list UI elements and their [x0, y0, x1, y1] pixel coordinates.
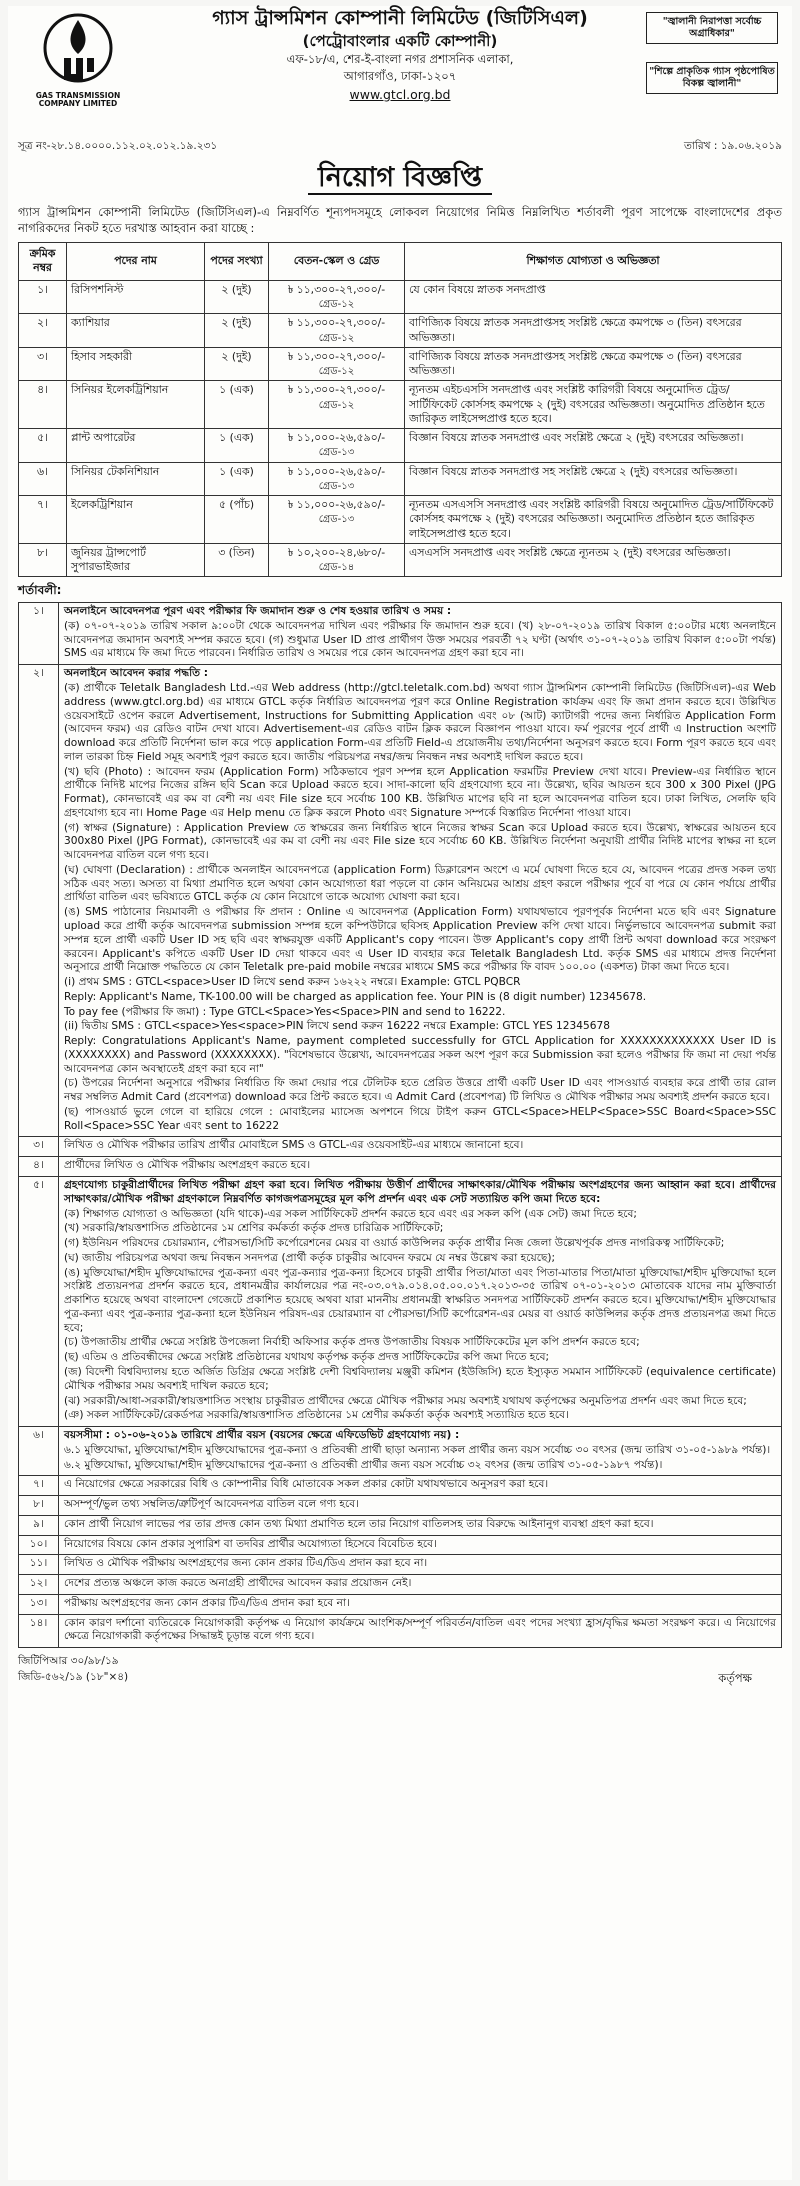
- serial-number: ৬।: [37, 464, 48, 478]
- condition-number: ৩।: [33, 1139, 44, 1152]
- table-row: [19, 381, 782, 429]
- pay-scale: ৳ ১১,০০০-২৬,৫৯০/-: [287, 431, 386, 445]
- column-header: পদের নাম: [67, 242, 205, 280]
- pay-scale: ৳ ১১,০০০-২৬,৫৯০/-: [287, 498, 386, 512]
- condition-number: ৫।: [33, 1179, 44, 1192]
- condition-row: [19, 1177, 782, 1427]
- pay-grade: গ্রেড-১৩: [318, 447, 355, 459]
- pay-scale: ৳ ১১,৩০০-২৭,৩০০/-: [287, 316, 386, 330]
- organization-name: গ্যাস ট্রান্সমিশন কোম্পানী লিমিটেড (জিটিসিএল): [212, 7, 588, 29]
- website-link[interactable]: www.gtcl.org.bd: [349, 86, 451, 102]
- memo-line: [18, 140, 782, 154]
- table-row: [19, 314, 782, 348]
- condition-text: (ক) ০৭-০৭-২০১৯ তারিখ সকাল ৯:০০টা থেকে আবেদনপত্র দাখিল এবং পরীক্ষার ফি জমাদান শুরু হবে। (খ) ২৮-০৭-২০১৯ তারিখ বিকাল ৫:০০টার মধ্যে অনলাইনে আবেদনপত্র জমাদান অবশ্যই সম্পন্ন করতে হবে। (গ) শুধুমাত্র User ID প্রাপ্ত প্রার্থীগণ উক্ত সময়ের পরবর্তী ৭২ ঘণ্টা (অর্থাৎ ৩১-০৭-২০১৯ তারিখ বিকাল ৫:০০টা পর্যন্ত) SMS এর মাধ্যমে ফি জমা দিতে পারবেন। নির্ধারিত তারিখ ও সময়ের পরে কোন আবেদনপত্র গ্রহণ করা হবে না।: [64, 619, 776, 660]
- post-count: ১ (এক): [219, 431, 254, 445]
- qualification: এসএসসি সনদপ্রাপ্ত এবং সংশ্লিষ্ট ক্ষেত্রে ন্যূনতম ২ (দুই) বৎসরের অভিজ্ঞতা।: [409, 545, 731, 559]
- condition-text: (চ) উপজাতীয় প্রার্থীর ক্ষেত্রে সংশ্লিষ্ট উপজেলা নির্বাহী অফিসার কর্তৃক প্রদত্ত উপজাতীয় বিষয়ক সার্টিফিকেটের মূল কপি প্রদর্শন করতে হবে;: [64, 1336, 640, 1349]
- condition-text: লিখিত ও মৌখিক পরীক্ষার তারিখ প্রার্থীর মোবাইলে SMS ও GTCL-এর ওয়েবসাইট-এর মাধ্যমে জানানো হবে।: [64, 1139, 524, 1152]
- condition-number: ১।: [33, 605, 44, 618]
- posts-table: [18, 242, 782, 578]
- logo-caption: GAS TRANSMISSION COMPANY LIMITED: [35, 91, 121, 109]
- condition-text: ৬.২ মুক্তিযোদ্ধা, মুক্তিযোদ্ধা/শহীদ মুক্তিযোদ্ধাদের পুত্র-কন্যা ও প্রতিবন্ধী প্রার্থীর জন্য বয়স সর্বোচ্চ ৩২ বৎসর (জন্ম তারিখ ৩১-০৫-১৯৮৭ পর্যন্ত)।: [64, 1458, 663, 1471]
- condition-text: পরীক্ষায় অংশগ্রহণের জন্য কোন প্রকার টিএ/ডিএ প্রদান করা হবে না।: [64, 1596, 350, 1609]
- qualification: বিজ্ঞান বিষয়ে স্নাতক সনদপ্রাপ্ত এবং সংশ্লিষ্ট ক্ষেত্রে ২ (দুই) বৎসরের অভিজ্ঞতা।: [409, 431, 744, 445]
- table-row: [19, 462, 782, 496]
- pay-scale: ৳ ১১,৩০০-২৭,৩০০/-: [287, 282, 386, 296]
- condition-text: (ছ) পাসওয়ার্ড ভুলে গেলে বা হারিয়ে গেলে : মোবাইলের ম্যাসেজ অপশনে গিয়ে টাইপ করুন GTCL<Space>HELP<Space>SSC Board<Space>SSC Roll<Space>SSC Year এবং sent to 16222: [64, 1105, 776, 1132]
- table-row: [19, 347, 782, 381]
- condition-text: প্রার্থীদের লিখিত ও মৌখিক পরীক্ষায় অংশগ্রহণ করতে হবে।: [64, 1159, 311, 1172]
- pay-scale: ৳ ১১,৩০০-২৭,৩০০/-: [287, 383, 386, 397]
- table-row: [19, 429, 782, 463]
- pay-grade: গ্রেড-১৪: [318, 562, 355, 574]
- condition-text: (গ) স্বাক্ষর (Signature) : Application Preview তে স্বাক্ষরের জন্য নির্ধারিত স্থানে নিজের স্বাক্ষর Scan করে Upload করতে হবে। উল্লেখ্য, স্বাক্ষরের আয়তন হবে 300x80 Pixel (JPG Format), কোনভাবেই এর কম বা বেশী নয় এবং File size হবে সর্বোচ্চ 60 KB. উল্লিখিত নির্দেশনা অনুযায়ী প্রার্থীর নিদিষ্ট মাপের স্বাক্ষর না হলে আবেদনপত্র বাতিল বলে গণ্য হবে।: [64, 821, 776, 862]
- condition-text: (ক) প্রার্থীকে Teletalk Bangladesh Ltd.-এর Web address (http://gtcl.teletalk.com.bd) অথবা গ্যাস ট্রান্সমিশন কোম্পানী লিমিটেড (জিটিসিএল)-এর Web address (www.gtcl.org.bd) এর মাধ্যমে GTCL কর্তৃক নির্ধারিত আবেদনপত্র পূরণ করে Online Registration কার্যক্রম এবং ফি জমা প্রদান করতে হবে। উল্লিখিত ওয়েবসাইটে ওপেন করলে Advertisement, Instructions for Submitting Application এবং ০৮ (আট) ক্যাটাগরী পদের জন্য নির্ধারিত Application Form (আবেদন ফরম) এর রেডিও বাটন দেখা যাবে। Advertisement-এর রেডিও বাটন ক্লিক করলে বিজ্ঞাপন পাওয়া যাবে। ফর্ম পূরণের পূর্বে প্রার্থী এ Instruction অংশটি download করে প্রতিটি নির্দেশনা ভাল করে পড়ে application Form-এর প্রতিটি Field-এ প্রয়োজনীয় তথ্য/নির্দেশনা অনুসরণ করতে হবে। Form পূরণ করতে হবে এবং লাল তারকা চিহ্ন Field সমূহ অবশ্যই পূরণ করতে হবে। জাতীয় পরিচয়পত্র নম্বর/জন্ম নিবন্ধন নম্বর অবশ্যই দাখিল করতে হবে।: [64, 681, 776, 763]
- condition-text: কোন প্রার্থী নিয়োগ লাভের পর তার প্রদত্ত কোন তথ্য মিথ্যা প্রমাণিত হলে তার নিয়োগ বাতিলসহ তার বিরুদ্ধে আইনানুগ ব্যবস্থা গ্রহণ করা হবে।: [64, 1517, 654, 1530]
- address-line-1: এফ-১৮/এ, শের-ই-বাংলা নগর প্রশাসনিক এলাকা,: [286, 52, 514, 67]
- condition-row: [19, 665, 782, 1137]
- condition-text: (ক) শিক্ষাগত যোগ্যতা ও অভিজ্ঞতা (যদি থাকে)-এর সকল সার্টিফিকেট প্রদর্শন করতে হবে এবং এর সকল কপি (এক সেট) জমা দিতে হবে;: [64, 1207, 637, 1220]
- pay-scale: ৳ ১০,২০০-২৪,৬৮০/-: [287, 545, 386, 559]
- condition-number: ১৩।: [29, 1596, 48, 1609]
- column-header: বেতন-স্কেল ও গ্রেড: [269, 242, 405, 280]
- post-name: রিসিপশনিস্ট: [71, 282, 124, 296]
- condition-row: [19, 1157, 782, 1177]
- condition-text: (গ) ইউনিয়ন পরিষদের চেয়ারম্যান, পৌরসভা/সিটি কর্পোরেশনের মেয়র বা ওয়ার্ড কাউন্সিলর কর্তৃক প্রার্থীর নিজ জেলা উল্লেখপূর্বক প্রদত্ত নাগরিকত্ব সার্টিফিকেট;: [64, 1237, 725, 1250]
- condition-text: গ্রহণযোগ্য চাকুরীপ্রার্থীদের লিখিত পরীক্ষা গ্রহণ করা হবে। লিখিত পরীক্ষায় উত্তীর্ণ প্রার্থীদের সাক্ষাৎকার/মৌখিক পরীক্ষায় অংশগ্রহণের জন্য আহ্বান করা হবে। প্রার্থীদের সাক্ষাৎকার/মৌখিক পরীক্ষা গ্রহণকালে নিম্নবর্ণিত কাগজপত্রসমূহের মূল কপি প্রদর্শন এবং এক সেট সত্যায়িত কপি জমা দিতে হবে:: [64, 1179, 776, 1205]
- slogan-box-2: "শিল্পে প্রাকৃতিক গ্যাস পৃষ্ঠপোষিত বিকল্প জ্বালানী": [646, 62, 778, 94]
- condition-text: দেশের প্রত্যন্ত অঞ্চলে কাজ করতে অনাগ্রহী প্রার্থীদের আবেদন করার প্রয়োজন নেই।: [64, 1577, 412, 1590]
- organization-block: [168, 6, 632, 103]
- serial-number: ৭।: [37, 498, 48, 512]
- condition-text: (জ) বিদেশী বিশ্ববিদ্যালয় হতে অর্জিত ডিগ্রির ক্ষেত্রে সংশ্লিষ্ট দেশী বিশ্ববিদ্যালয় মঞ্জুরী কমিশন (ইউজিসি) হতে ইস্যুকৃত সমমান সার্টিফিকেট (equivalence certificate) মৌখিক পরীক্ষার সময় অবশ্যই দাখিল করতে হবে;: [64, 1365, 776, 1392]
- table-row: [19, 543, 782, 577]
- post-count: ২ (দুই): [221, 349, 252, 363]
- flame-logo-icon: [43, 10, 113, 90]
- condition-text: (ছ) এতিম ও প্রতিবন্ধীদের ক্ষেত্রে সংশ্লিষ্ট প্রতিষ্ঠানের যথাযথ কর্তৃপক্ষ কর্তৃক প্রদত্ত সার্টিফিকেটের কপি জমা দিতে হবে;: [64, 1351, 550, 1364]
- footer-code-2: জিডি-৫৬২/১৯ (১৮"×৪): [18, 1670, 129, 1683]
- post-name: জুনিয়র ট্রান্সপোর্ট সুপারভাইজার: [71, 545, 146, 574]
- condition-text: কোন কারণ দর্শানো ব্যতিরেকে নিয়োগকারী কর্তৃপক্ষ এ নিয়োগ কার্যক্রমে আংশিক/সম্পূর্ণ পরিবর্তন/বাতিল এবং পদের সংখ্যা হ্রাস/বৃদ্ধির ক্ষমতা সংরক্ষণ করে। এ নিয়োগের ক্ষেত্রে নিয়োগকারী কর্তৃপক্ষের সিদ্ধান্তই চূড়ান্ত বলে গণ্য হবে।: [64, 1616, 776, 1643]
- pay-grade: গ্রেড-১২: [318, 366, 355, 378]
- intro-paragraph: গ্যাস ট্রান্সমিশন কোম্পানী লিমিটেড (জিটিসিএল)-এ নিম্নবর্ণিত শূন্যপদসমূহে লোকবল নিয়োগের নিমিত্ত নিম্নলিখিত শর্তাবলী পূরণ সাপেক্ষে বাংলাদেশের প্রকৃত নাগরিকদের নিকট হতে দরখাস্ত আহবান করা যাচ্ছে :: [18, 205, 782, 235]
- condition-row: [19, 1535, 782, 1555]
- condition-row: [19, 603, 782, 665]
- condition-row: [19, 1427, 782, 1476]
- post-count: ২ (দুই): [221, 316, 252, 330]
- condition-text: (ঙ) SMS পাঠানোর নিয়মাবলী ও পরীক্ষার ফি প্রদান : Online এ আবেদনপত্র (Application Form) যথাযথভাবে পূরণপূর্বক নির্দেশনা মতে ছবি এবং Signature upload করে প্রার্থী কর্তৃক আবেদনপত্র submission সম্পন্ন হলে কম্পিউটারে ছবিসহ Application Preview কপি দেখা যাবে। নির্ভুলভাবে আবেদনপত্র submit করা সম্পন্ন হলে প্রার্থী একটি User ID সহ ছবি এবং স্বাক্ষরযুক্ত একটি Applicant's copy পাবেন। উক্ত Applicant's copy প্রার্থী প্রিন্ট অথবা download করে সংরক্ষণ করবেন। Applicant's কপিতে একটি User ID দেয়া থাকবে এবং এ User ID ব্যবহার করে Teletalk Bangladesh Ltd. কর্তৃক SMS এর মাধ্যমে প্রদত্ত নির্দেশনা অনুসারে প্রার্থী নিম্নোক্ত পদ্ধতিতে যে কোন Teletalk pre-paid mobile নম্বরের মাধ্যমে SMS করে পরীক্ষার ফি বাবদ ১০০.০০ (একশত) টাকা জমা দিতে হবে।: [64, 906, 776, 974]
- condition-text: (ঙ) মুক্তিযোদ্ধা/শহীদ মুক্তিযোদ্ধাদের পুত্র-কন্যা এবং পুত্র-কন্যার পুত্র-কন্যা হিসেবে চাকুরী প্রার্থীর পিতা/মাতা এবং পিতা-মাতার পিতা/মাতা মুক্তিযোদ্ধা/শহীদ মুক্তিযোদ্ধা হলে সংশ্লিষ্ট প্রত্যয়নপত্র প্রদর্শন করতে হবে, প্রধানমন্ত্রীর কার্যালয়ের পত্র নং-০৩.০৭৯.০১৪.০৫.০০.০১৭.২০১৩-৩৫ তারিখ ০৭-০১-২০১৩ মোতাবেক যাদের নাম মুক্তিবার্তা প্রকাশিত হয়েছে অথবা বাংলাদেশ গেজেটে প্রকাশিত হয়েছে অথবা যারা মাননীয় প্রধানমন্ত্রী স্বাক্ষরিত সনদপত্র সার্টিফিকেট প্রদর্শন করতে হবে। মুক্তিযোদ্ধা/শহীদ মুক্তিযোদ্ধার পুত্র-কন্যা এবং পুত্র-কন্যার পুত্র-কন্যা হলে ইউনিয়ন পরিষদ-এর চেয়ারম্যান বা পৌরসভা/সিটি কর্পোরেশন-এর মেয়র বা ওয়ার্ড কাউন্সিলর কর্তৃক প্রদত্ত প্রত্যয়নপত্র জমা দিতে হবে;: [64, 1266, 776, 1334]
- post-count: ১ (এক): [219, 383, 254, 397]
- footer: [18, 1654, 782, 1686]
- qualification: বাণিজ্যিক বিষয়ে স্নাতক সনদপ্রাপ্তসহ সংশ্লিষ্ট ক্ষেত্রে কমপক্ষে ৩ (তিন) বৎসরের অভিজ্ঞতা।: [409, 349, 742, 378]
- qualification: বাণিজ্যিক বিষয়ে স্নাতক সনদপ্রাপ্তসহ সংশ্লিষ্ট ক্ষেত্রে কমপক্ষে ৩ (তিন) বৎসরের অভিজ্ঞতা।: [409, 316, 742, 344]
- conditions-table: [18, 602, 782, 1648]
- condition-text: বয়সসীমা : ০১-০৬-২০১৯ তারিখে প্রার্থীর বয়স (বয়সের ক্ষেত্রে এফিডেভিট গ্রহণযোগ্য নয়) :: [64, 1429, 460, 1442]
- slogan-box-1: "জ্বালানী নিরাপত্তা সর্বোচ্চ অগ্রাধিকার": [646, 12, 778, 44]
- memo-date: তারিখ : ১৯.০৬.২০১৯: [683, 140, 782, 152]
- notice-title-text: নিয়োগ বিজ্ঞপ্তি: [308, 162, 492, 195]
- post-count: ৩ (তিন): [218, 545, 255, 559]
- condition-text: এ নিয়োগের ক্ষেত্রে সরকারের বিধি ও কোম্পানীর বিধি মোতাবেক সকল প্রকার কোটা যথাযথভাবে অনুসরণ করা হবে।: [64, 1478, 549, 1491]
- condition-row: [19, 1515, 782, 1535]
- condition-number: ২।: [33, 667, 44, 680]
- qualification: ন্যূনতম এসএসসি সনদপ্রাপ্ত এবং সংশ্লিষ্ট কারিগরী বিষয়ে অনুমোদিত ট্রেড/সার্টিফিকেট কোর্সসহ কমপক্ষে ২ (দুই) বৎসরের অভিজ্ঞতা। অনুমোদিত প্রতিষ্ঠান হতে জারিকৃত লাইসেন্সপ্রাপ্ত হতে হবে।: [409, 498, 774, 540]
- condition-text: (ঘ) জাতীয় পরিচয়পত্র অথবা জন্ম নিবন্ধন সনদপত্র (প্রার্থী কর্তৃক চাকুরীর আবেদন ফরমে যে নম্বর উল্লেখ করা হয়েছে);: [64, 1251, 556, 1264]
- column-header: শিক্ষাগত যোগ্যতা ও অভিজ্ঞতা: [405, 242, 782, 280]
- condition-text: Reply: Congratulations Applicant's Name, payment completed successfully for GTCL Application for XXXXXXXXXXXXX User ID is (XXXXXXXX) and Password (XXXXXXXX). "বিশেষভাবে উল্লেখ্য, আবেদনপত্রের সকল অংশ পূরণ করে Submission করা হলেও পরীক্ষার ফি জমা না দেয়া পর্যন্ত আবেদনপত্র কোন অবস্থাতেই গ্রহণ করা হবে না": [64, 1035, 776, 1075]
- address-line-2: আগারগাঁও, ঢাকা-১২০৭: [343, 69, 457, 84]
- table-row: [19, 280, 782, 314]
- condition-number: ৮।: [33, 1498, 44, 1511]
- condition-text: লিখিত ও মৌখিক পরীক্ষায় অংশগ্রহণের জন্য কোন প্রকার টিএ/ডিএ প্রদান করা হবে না।: [64, 1557, 428, 1570]
- pay-scale: ৳ ১১,০০০-২৬,৫৯০/-: [287, 464, 386, 478]
- post-name: সিনিয়র ইলেকট্রিশিয়ান: [71, 383, 169, 397]
- serial-number: ৮।: [37, 545, 48, 559]
- memo-reference: সূত্র নং-২৮.১৪.০০০০.১১২.০২.০১২.১৯.২৩১: [18, 140, 218, 152]
- pay-scale: ৳ ১১,৩০০-২৭,৩০০/-: [287, 349, 386, 363]
- notice-page: [8, 6, 792, 2180]
- pay-grade: গ্রেড-১৩: [318, 480, 355, 492]
- condition-row: [19, 1137, 782, 1157]
- post-name: প্লান্ট অপারেটর: [71, 431, 136, 445]
- authority-signature: কর্তৃপক্ষ: [718, 1670, 752, 1685]
- condition-text: (i) প্রথম SMS : GTCL<space>User ID লিখে send করুন ১৬২২২ নম্বরে। Example: GTCL PQBCR: [64, 976, 521, 989]
- qualification: বিজ্ঞান বিষয়ে স্নাতক সনদপ্রাপ্ত সহ সংশ্লিষ্ট ক্ষেত্রে ২ (দুই) বৎসরের অভিজ্ঞতা।: [409, 464, 738, 478]
- post-name: ক্যাশিয়ার: [71, 316, 110, 330]
- condition-text: (ঞ) সকল সার্টিফিকেট/রেকর্ডপত্র সরকারি/স্বায়ত্তশাসিত প্রতিষ্ঠানের ১ম শ্রেণীর কর্মকর্তা কর্তৃক অবশ্যই সত্যায়িত হতে হবে।: [64, 1409, 569, 1422]
- condition-text: (ঘ) ঘোষণা (Declaration) : প্রার্থীকে অনলাইন আবেদনপত্রে (application Form) ডিক্লারেশন অংশে এ মর্মে ঘোষণা দিতে হবে যে, আবেদন পত্রের প্রদত্ত সকল তথ্য সঠিক এবং সত্য। অসত্য বা মিথ্যা প্রমাণিত হলে অথবা কোন অযোগ্যতা ধরা পড়লে বা কোন অনিয়মের আশ্রয় গ্রহণ করলে পরীক্ষার পূর্বে বা পরে যে কোন পর্যায়ে প্রার্থীর প্রার্থিতা বাতিল এবং ভবিষ্যতে GTCL কর্তৃক যে কোন নিয়োগে তাকে অযোগ্য ঘোষণা করা হবে।: [64, 863, 776, 904]
- column-header: পদের সংখ্যা: [205, 242, 269, 280]
- condition-text: (চ) উপরের নির্দেশনা অনুসারে পরীক্ষার নির্ধারিত ফি জমা দেয়ার পরে টেলিটক হতে প্রেরিত উত্তরে প্রার্থী একটি User ID এবং পাসওয়ার্ড ব্যবহার করে প্রার্থী তার রোল নম্বর সম্বলিত Admit Card (প্রবেশপত্র) download করে প্রিন্ট করতে হবে। এ Admit Card (প্রবেশপত্র) টি লিখিত ও মৌখিক পরীক্ষার সময় অবশ্যই প্রদর্শন করতে হবে।: [64, 1077, 776, 1104]
- qualification: ন্যূনতম এইচএসসি সনদপ্রাপ্ত এবং সংশ্লিষ্ট কারিগরী বিষয়ে অনুমোদিত ট্রেড/সার্টিফিকেট কোর্সসহ কমপক্ষে ২ (দুই) বৎসরের অভিজ্ঞতা। অনুমোদিত প্রতিষ্ঠান হতে জারিকৃত লাইসেন্সপ্রাপ্ত হতে হবে।: [409, 383, 765, 425]
- pay-grade: গ্রেড-১৩: [318, 514, 355, 526]
- pay-grade: গ্রেড-১২: [318, 299, 355, 311]
- condition-number: ৯।: [33, 1517, 44, 1530]
- post-name: ইলেকট্রিশিয়ান: [71, 498, 133, 512]
- condition-text: অসম্পূর্ণ/ভুল তথ্য সম্বলিত/ত্রুটিপূর্ণ আবেদনপত্র বাতিল বলে গণ্য হবে।: [64, 1498, 359, 1511]
- serial-number: ১।: [37, 282, 48, 296]
- condition-text: (খ) ছবি (Photo) : আবেদন ফরম (Application Form) সঠিকভাবে পূরণ সম্পন্ন হলে Application ফরমটির Preview দেখা যাবে। Preview-এর নির্ধারিত স্থানে প্রার্থীকে নিদিষ্ট মাপের নিজের রঙ্গিন ছবি Scan করে Upload করতে হবে। সাদা-কালো ছবি গ্রহণযোগ্য হবে না। উল্লেখ্য, ছবির আয়তন হবে 300 x 300 Pixel (JPG Format), কোনভাবেই এর কম বা বেশী নয় এবং File size হবে সর্বোচ্চ 100 KB. উল্লিখিত মাপের ছবি না হলে আবেদনপত্র বাতিল হবে। ঢাকা লিখিত, সেলফি ছবি গ্রহণযোগ্য হবে না। Home Page এর Help menu তে ক্লিক করলে Photo এবং Signature সম্পর্কে বিস্তারিত নির্দেশনা পাওয়া যাবে।: [64, 765, 776, 819]
- conditions-heading: শর্তাবলী:: [18, 583, 62, 598]
- condition-number: ৬।: [33, 1429, 44, 1442]
- condition-row: [19, 1555, 782, 1575]
- serial-number: ৪।: [37, 383, 48, 397]
- footer-code-1: জিটিপিআর ৩০/৯৮/১৯: [18, 1655, 119, 1668]
- post-count: ৫ (পাঁচ): [218, 498, 255, 512]
- organization-subtitle: (পেট্রোবাংলার একটি কোম্পানী): [302, 31, 498, 50]
- condition-text: নিয়োগের বিষয়ে কোন প্রকার সুপারিশ বা তদবির প্রার্থীর অযোগ্যতা হিসেবে বিবেচিত হবে।: [64, 1537, 437, 1550]
- serial-number: ৩।: [37, 349, 48, 363]
- pay-grade: গ্রেড-১২: [318, 332, 355, 344]
- post-count: ১ (এক): [219, 464, 254, 478]
- post-count: ২ (দুই): [221, 282, 252, 296]
- condition-number: ৪।: [33, 1159, 44, 1172]
- condition-text: (ii) দ্বিতীয় SMS : GTCL<space>Yes<space>PIN লিখে send করুন 16222 নম্বরে Example: GTCL YES 12345678: [64, 1020, 610, 1033]
- letterhead: [18, 6, 782, 138]
- condition-row: [19, 1496, 782, 1516]
- table-row: [19, 496, 782, 544]
- condition-text: (ঝ) সরকারী/আধা-সরকারী/স্বায়ত্তশাসিত সংস্থায় চাকুরীরত প্রার্থীদের ক্ষেত্রে মৌখিক পরীক্ষার সময় অবশ্যই যথাযথ কর্তৃপক্ষের অনুমতিপত্র প্রদর্শন এবং জমা দিতে হবে;: [64, 1394, 747, 1407]
- condition-number: ১২।: [29, 1577, 48, 1590]
- condition-text: অনলাইনে আবেদন করার পদ্ধতি :: [64, 667, 209, 680]
- condition-number: ১১।: [29, 1557, 48, 1570]
- condition-text: (খ) সরকারি/স্বায়ত্তশাসিত প্রতিষ্ঠানের ১ম শ্রেণির কর্মকর্তা কর্তৃক প্রদত্ত চারিত্রিক সার্টিফিকেট;: [64, 1222, 444, 1235]
- qualification: যে কোন বিষয়ে স্নাতক সনদপ্রাপ্ত: [409, 282, 546, 296]
- condition-number: ১৪।: [29, 1616, 48, 1629]
- condition-text: অনলাইনে আবেদনপত্র পূরণ এবং পরীক্ষার ফি জমাদান শুরু ও শেষ হওয়ার তারিখ ও সময় :: [64, 605, 452, 618]
- pay-grade: গ্রেড-১২: [318, 399, 355, 411]
- condition-row: [19, 1476, 782, 1496]
- notice-title: [18, 160, 782, 196]
- posts-table-header: [19, 242, 782, 280]
- column-header: ক্রমিক নম্বর: [19, 242, 67, 280]
- condition-number: ৭।: [33, 1478, 44, 1491]
- condition-text: To pay fee (পরীক্ষার ফি জমা) : Type GTCL<Space>Yes<Space>PIN and send to 16222.: [64, 1005, 506, 1018]
- condition-row: [19, 1575, 782, 1595]
- condition-number: ১০।: [29, 1537, 48, 1550]
- condition-row: [19, 1594, 782, 1614]
- serial-number: ৫।: [37, 431, 48, 445]
- condition-text: Reply: Applicant's Name, TK-100.00 will be charged as application fee. Your PIN is (8 digit number) 12345678.: [64, 990, 647, 1003]
- post-name: সিনিয়র টেকনিশিয়ান: [71, 464, 160, 478]
- post-name: হিসাব সহকারী: [71, 349, 132, 363]
- condition-text: ৬.১ মুক্তিযোদ্ধা, মুক্তিযোদ্ধা/শহীদ মুক্তিযোদ্ধাদের পুত্র-কন্যা ও প্রতিবন্ধী প্রার্থী ছাড়া অন্যান্য সকল প্রার্থীর জন্য বয়স সর্বোচ্চ ৩০ বৎসর (জন্ম তারিখ ৩১-০৫-১৯৮৯ পর্যন্ত)।: [64, 1443, 771, 1456]
- company-logo: [28, 10, 128, 120]
- condition-row: [19, 1614, 782, 1648]
- serial-number: ২।: [37, 316, 48, 330]
